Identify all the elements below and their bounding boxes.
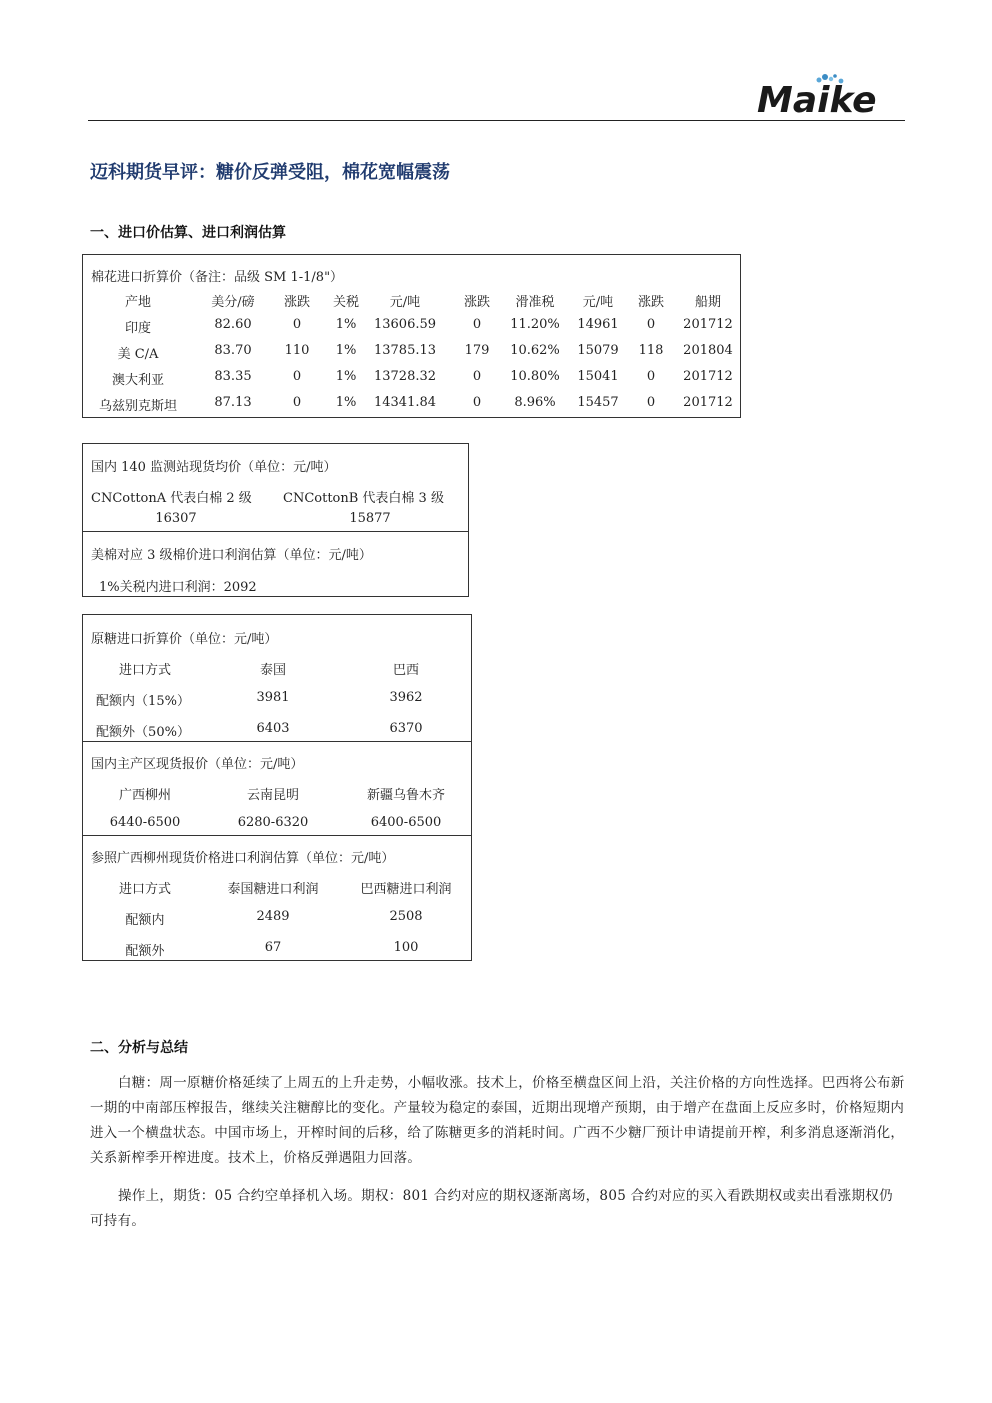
cotton-cell: 1%: [335, 395, 357, 410]
cotton-cell: 83.35: [214, 369, 252, 384]
cotton-cell: 0: [292, 369, 302, 384]
cotton-cell: 8.96%: [514, 395, 556, 410]
cncotton-a-value: 16307: [155, 511, 197, 526]
cotton-cell: 87.13: [214, 395, 252, 410]
cotton-cell: 10.62%: [510, 343, 560, 358]
maike-logo: [755, 72, 895, 118]
sugar-row-value: 3981: [256, 690, 290, 705]
cotton-cell: 179: [464, 343, 490, 358]
cotton-cell: 0: [472, 395, 482, 410]
sugar-profit-value: 100: [393, 940, 419, 955]
cotton-column-header: 美分/磅: [211, 295, 255, 310]
cotton-cell: 201712: [683, 317, 733, 332]
cotton-cell: 118: [638, 343, 664, 358]
cotton-cell: 0: [292, 395, 302, 410]
sugar-import-table: [82, 614, 472, 961]
cotton-cell: 0: [472, 369, 482, 384]
cncotton-b-label: CNCottonB 代表白棉 3 级: [283, 491, 444, 506]
sugar-profit-value: 2489: [256, 909, 290, 924]
cotton-cell: 15457: [577, 395, 619, 410]
cotton-column-header: 产地: [124, 295, 152, 310]
header-rule: [88, 120, 905, 121]
cotton-cell: 15041: [577, 369, 619, 384]
cncotton-a-label: CNCottonA 代表白棉 2 级: [91, 491, 252, 506]
sugar-profit-header: 泰国糖进口利润: [227, 882, 319, 897]
spot-price: 6280-6320: [237, 815, 309, 830]
cotton-origin: 美 C/A: [117, 347, 159, 362]
divider: [82, 531, 469, 532]
sugar-profit-value: 2508: [389, 909, 423, 924]
spot-caption: 国内主产区现货报价（单位：元/吨）: [91, 757, 304, 772]
sugar-profit-header: 巴西糖进口利润: [360, 882, 452, 897]
sugar-row-value: 6370: [389, 721, 423, 736]
sugar-row-value: 3962: [389, 690, 423, 705]
spot-region: 新疆乌鲁木齐: [366, 788, 446, 803]
cotton-origin: 澳大利亚: [111, 373, 165, 388]
spot-region: 云南昆明: [246, 788, 300, 803]
cotton-cell: 201712: [683, 395, 733, 410]
divider: [82, 741, 472, 742]
sugar-profit-label: 配额外: [125, 944, 165, 959]
spot-price: 6400-6500: [370, 815, 442, 830]
cotton-column-header: 元/吨: [389, 295, 421, 310]
cotton-cell: 201712: [683, 369, 733, 384]
cotton-origin: 乌兹别克斯坦: [98, 399, 178, 414]
cotton-origin: 印度: [124, 321, 152, 336]
domestic-cotton-caption: 国内 140 监测站现货均价（单位：元/吨）: [91, 460, 337, 475]
sugar-row-label: 配额外（50%）: [96, 725, 190, 740]
sugar-header-brazil: 巴西: [392, 663, 420, 678]
sugar-profit-header: 进口方式: [118, 882, 172, 897]
cotton-column-header: 涨跌: [637, 295, 665, 310]
cotton-column-header: 元/吨: [582, 295, 614, 310]
cotton-cell: 82.60: [214, 317, 252, 332]
cotton-cell: 13728.32: [373, 369, 437, 384]
section1-heading: 一、进口价估算、进口利润估算: [90, 225, 286, 241]
cotton-column-header: 涨跌: [463, 295, 491, 310]
sugar-profit-value: 67: [264, 940, 282, 955]
cotton-cell: 201804: [683, 343, 733, 358]
cotton-column-header: 涨跌: [283, 295, 311, 310]
cotton-cell: 14341.84: [373, 395, 437, 410]
cotton-cell: 0: [472, 317, 482, 332]
sugar-import-caption: 原糖进口折算价（单位：元/吨）: [91, 632, 278, 647]
sugar-profit-label: 配额内: [125, 913, 165, 928]
divider: [82, 835, 472, 836]
cotton-cell: 13606.59: [373, 317, 437, 332]
section2-heading: 二、分析与总结: [90, 1040, 188, 1056]
sugar-row-value: 6403: [256, 721, 290, 736]
cotton-cell: 11.20%: [510, 317, 560, 332]
cotton-cell: 0: [646, 395, 656, 410]
cotton-cell: 15079: [577, 343, 619, 358]
sugar-header-method: 进口方式: [118, 663, 172, 678]
analysis-paragraph: 白糖：周一原糖价格延续了上周五的上升走势，小幅收涨。技术上，价格至横盘区间上沿，关注价格的方向性选择。巴西将公布新一期的中南部压榨报告，继续关注糖醇比的变化。产量较为稳定的泰国，近期出现增产预期，由于增产在盘面上反应多时，价格短期内进入一个横盘状态。中国市场上，开榨时间的后移，给了陈糖更多的消耗时间。广西不少糖厂预计申请提前开榨，利多消息逐渐消化，关系新榨季开榨进度。技术上，价格反弹遇阻力回落。: [90, 1075, 905, 1166]
sugar-row-label: 配额内（15%）: [96, 694, 190, 709]
sugar-profit-caption: 参照广西柳州现货价格进口利润估算（单位：元/吨）: [91, 851, 395, 866]
svg-text:Maike: Maike: [757, 80, 877, 118]
cotton-profit-value: 1%关税内进口利润：2092: [99, 580, 257, 595]
cotton-cell: 0: [646, 369, 656, 384]
page-title: 迈科期货早评：糖价反弹受阻，棉花宽幅震荡: [90, 162, 450, 183]
cotton-column-header: 关税: [332, 295, 360, 310]
spot-region: 广西柳州: [118, 788, 172, 803]
operation-paragraph: 操作上，期货：05 合约空单择机入场。期权：801 合约对应的期权逐渐离场，805 合约对应的买入看跌期权或卖出看涨期权仍可持有。: [90, 1188, 893, 1229]
cotton-cell: 1%: [335, 343, 357, 358]
spot-price: 6440-6500: [109, 815, 181, 830]
cotton-import-table: [82, 254, 741, 418]
cotton-profit-caption: 美棉对应 3 级棉价进口利润估算（单位：元/吨）: [91, 548, 372, 563]
cotton-cell: 10.80%: [510, 369, 560, 384]
cotton-cell: 1%: [335, 369, 357, 384]
cotton-cell: 1%: [335, 317, 357, 332]
cotton-import-caption: 棉花进口折算价（备注：品级 SM 1-1/8"）: [91, 270, 344, 285]
cotton-cell: 13785.13: [373, 343, 437, 358]
cotton-cell: 0: [646, 317, 656, 332]
cotton-cell: 83.70: [214, 343, 252, 358]
cotton-column-header: 滑准税: [515, 295, 555, 310]
domestic-cotton-table: [82, 443, 469, 597]
cncotton-b-value: 15877: [349, 511, 391, 526]
sugar-header-thailand: 泰国: [259, 663, 287, 678]
cotton-cell: 14961: [577, 317, 619, 332]
cotton-cell: 110: [284, 343, 310, 358]
cotton-cell: 0: [292, 317, 302, 332]
cotton-column-header: 船期: [694, 295, 722, 310]
